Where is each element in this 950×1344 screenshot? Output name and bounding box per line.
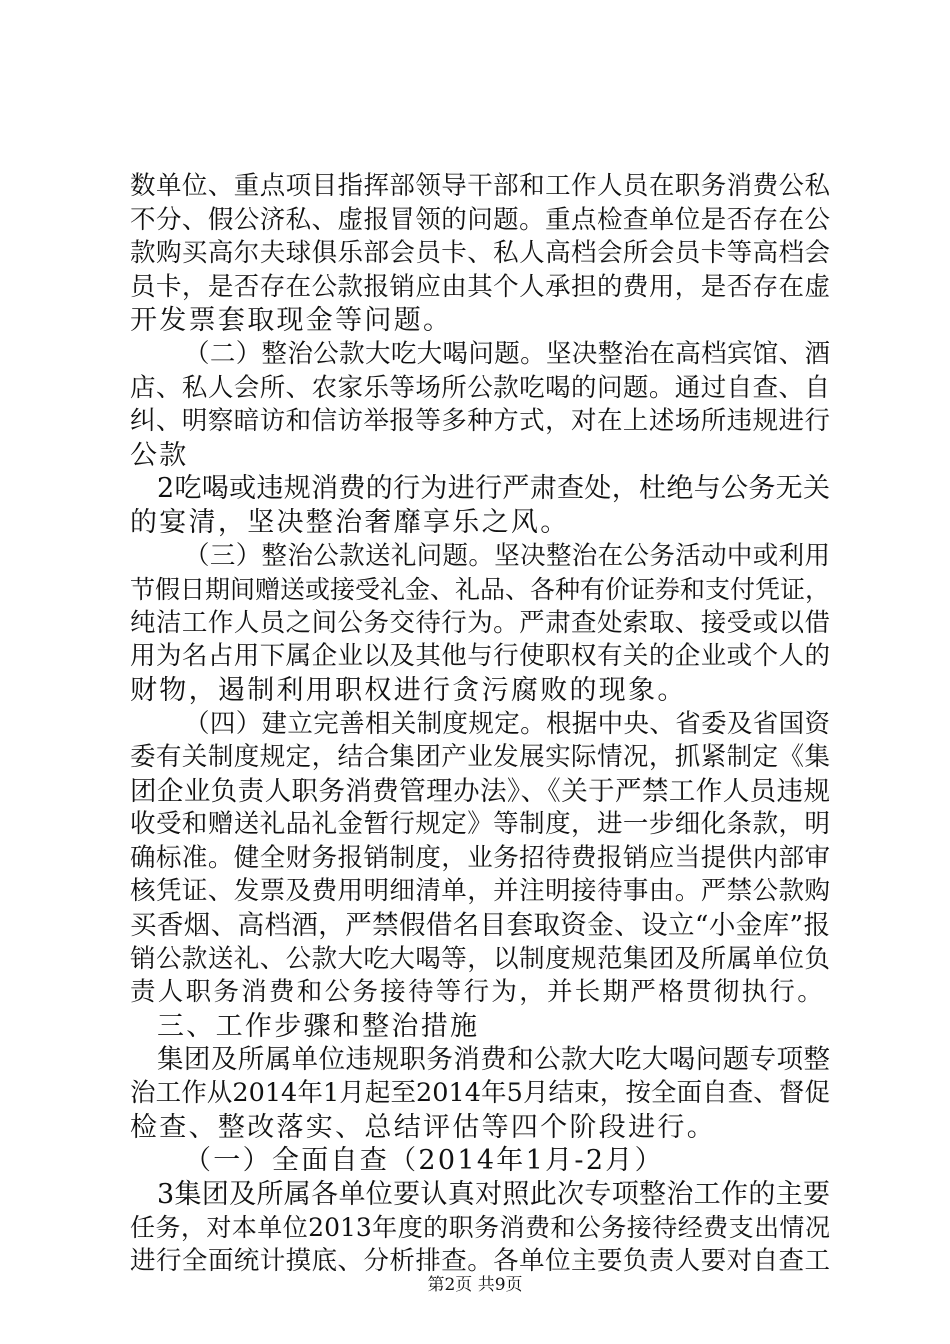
text-line: 责人职务消费和公务接待等行为，并长期严格贯彻执行。 [130, 977, 826, 1008]
text-line: 节假日期间赠送或接受礼金、礼品、各种有价证券和支付凭证， [130, 575, 831, 605]
text-line: 2吃喝或违规消费的行为进行严肃查处，杜绝与公务无关 [157, 473, 830, 505]
text-line: 的宴清，坚决整治奢靡享乐之风。 [130, 506, 570, 538]
text-line: 集团及所属单位违规职务消费和公款大吃大喝问题专项整 [157, 1044, 830, 1076]
text-line: 款购买高尔夫球俱乐部会员卡、私人高档会所会员卡等高档会 [130, 238, 830, 269]
text-line: （二）整治公款大吃大喝问题。坚决整治在高档宾馆、酒 [184, 338, 830, 369]
text-line: 员卡，是否存在公款报销应由其个人承担的费用，是否存在虚 [130, 271, 830, 302]
text-line: 3集团及所属各单位要认真对照此次专项整治工作的主要 [157, 1178, 830, 1210]
text-line: 纠、明察暗访和信访举报等多种方式，对在上述场所违规进行 [130, 406, 830, 437]
text-line: （一）全面自查（2014年1月-2月） [184, 1145, 664, 1177]
text-line: 团企业负责人职务消费管理办法》、《关于严禁工作人员违规 [130, 775, 830, 807]
text-line: 核凭证、发票及费用明细清单，并注明接待事由。严禁公款购 [130, 876, 830, 907]
text-line: 委有关制度规定，结合集团产业发展实际情况，抓紧制定《集 [130, 742, 830, 773]
text-line: 收受和赠送礼品礼金暂行规定》等制度，进一步细化条款，明 [130, 809, 830, 840]
text-line: 店、私人会所、农家乐等场所公款吃喝的问题。通过自查、自 [130, 372, 830, 403]
text-line: 任务，对本单位2013年度的职务消费和公务接待经费支出情况 [130, 1213, 830, 1243]
text-line: 检查、整改落实、总结评估等四个阶段进行。 [130, 1111, 716, 1143]
text-line: 财物，遏制利用职权进行贪污腐败的现象。 [130, 674, 687, 706]
text-line: （三）整治公款送礼问题。坚决整治在公务活动中或利用 [184, 540, 830, 571]
text-line: 销公款送礼、公款大吃大喝等，以制度规范集团及所属单位负 [130, 943, 830, 974]
text-line: 治工作从2014年1月起至2014年5月结束，按全面自查、督促 [130, 1078, 830, 1109]
text-line: 公款 [130, 439, 189, 471]
text-line: 三、工作步骤和整治措施 [157, 1010, 480, 1042]
text-line: 确标准。健全财务报销制度，业务招待费报销应当提供内部审 [130, 842, 830, 873]
text-line: 开发票套取现金等问题。 [130, 305, 453, 337]
page-footer: 第2页 共9页 [427, 1275, 523, 1295]
text-line: （四）建立完善相关制度规定。根据中央、省委及省国资 [184, 708, 830, 739]
text-line: 数单位、重点项目指挥部领导干部和工作人员在职务消费公私 [130, 171, 830, 201]
text-line: 纯洁工作人员之间公务交待行为。严肃查处索取、接受或以借 [130, 607, 830, 638]
document-body [130, 170, 830, 1279]
text-line: 买香烟、高档酒，严禁假借名目套取资金、设立“小金库”报 [130, 910, 830, 942]
text-line: 进行全面统计摸底、分析排查。各单位主要负责人要对自查工 [130, 1246, 830, 1276]
text-line: 不分、假公济私、虚报冒领的问题。重点检查单位是否存在公 [130, 204, 830, 235]
text-line: 用为名占用下属企业以及其他与行使职权有关的企业或个人的 [130, 641, 830, 672]
